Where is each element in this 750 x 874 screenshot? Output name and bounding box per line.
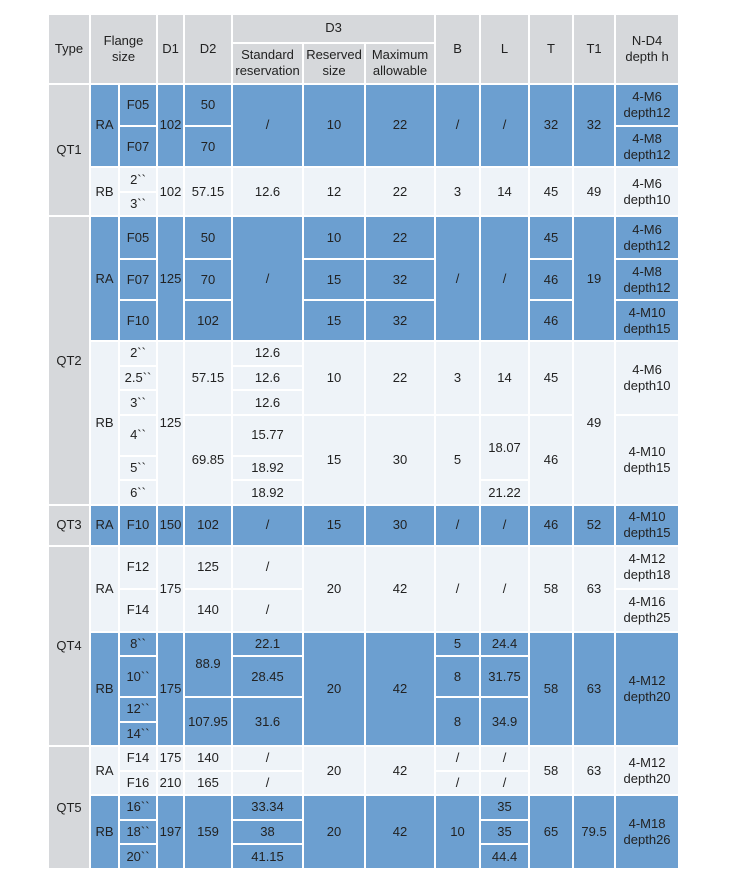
t1-cell: 63 xyxy=(573,546,615,632)
d3-reserved-cell: 15 xyxy=(303,505,365,546)
d2-cell: 69.85 xyxy=(184,415,232,505)
d3-maximum-cell: 22 xyxy=(365,84,435,168)
d3-reserved-cell: 15 xyxy=(303,300,365,341)
d3-standard-cell: 15.77 xyxy=(232,415,303,456)
flange-cell: 5`` xyxy=(119,456,157,481)
d1-cell: 197 xyxy=(157,795,184,869)
d3-maximum-cell: 42 xyxy=(365,546,435,632)
t-cell: 45 xyxy=(529,216,573,259)
d2-cell: 70 xyxy=(184,126,232,167)
flange-cell: F12 xyxy=(119,546,157,589)
d3-standard-cell: 18.92 xyxy=(232,456,303,481)
t1-cell: 63 xyxy=(573,746,615,795)
l-cell: 14 xyxy=(480,167,529,216)
variant-cell: RB xyxy=(90,341,119,505)
d3-standard-cell: 41.15 xyxy=(232,844,303,869)
d3-standard-cell: 31.6 xyxy=(232,697,303,746)
t-cell: 58 xyxy=(529,546,573,632)
flange-cell: F05 xyxy=(119,216,157,259)
d2-cell: 140 xyxy=(184,589,232,632)
d3-reserved-cell: 15 xyxy=(303,259,365,300)
flange-cell: F07 xyxy=(119,126,157,167)
flange-cell: 3`` xyxy=(119,192,157,217)
variant-cell: RA xyxy=(90,746,119,795)
nd4-cell: 4-M6 depth12 xyxy=(615,84,679,127)
d1-cell: 102 xyxy=(157,84,184,168)
d1-cell: 150 xyxy=(157,505,184,546)
d3-standard-cell: / xyxy=(232,216,303,341)
d3-maximum-cell: 42 xyxy=(365,795,435,869)
d1-cell: 175 xyxy=(157,632,184,747)
d1-cell: 175 xyxy=(157,546,184,632)
d3-reserved-cell: 10 xyxy=(303,216,365,259)
d3-standard-cell: / xyxy=(232,589,303,632)
d2-cell: 102 xyxy=(184,505,232,546)
l-cell: 35 xyxy=(480,795,529,820)
type-cell: QT1 xyxy=(48,84,90,217)
d2-cell: 102 xyxy=(184,300,232,341)
variant-cell: RB xyxy=(90,795,119,869)
flange-cell: 12`` xyxy=(119,697,157,722)
l-cell: / xyxy=(480,84,529,168)
d3-standard-cell: 12.6 xyxy=(232,167,303,216)
b-cell: / xyxy=(435,746,480,771)
d3-maximum-cell: 22 xyxy=(365,216,435,259)
type-cell: QT3 xyxy=(48,505,90,546)
header-type: Type xyxy=(48,14,90,84)
t-cell: 45 xyxy=(529,341,573,415)
d2-cell: 70 xyxy=(184,259,232,300)
d3-standard-cell: 28.45 xyxy=(232,656,303,697)
b-cell: / xyxy=(435,771,480,796)
d2-cell: 165 xyxy=(184,771,232,796)
d3-standard-cell: / xyxy=(232,505,303,546)
type-cell: QT4 xyxy=(48,546,90,746)
b-cell: 3 xyxy=(435,167,480,216)
d3-standard-cell: 12.6 xyxy=(232,390,303,415)
nd4-cell: 4-M12 depth20 xyxy=(615,632,679,747)
l-cell: 31.75 xyxy=(480,656,529,697)
nd4-cell: 4-M6 depth10 xyxy=(615,167,679,216)
variant-cell: RA xyxy=(90,216,119,341)
d1-cell: 102 xyxy=(157,167,184,216)
t-cell: 46 xyxy=(529,505,573,546)
t1-cell: 49 xyxy=(573,341,615,505)
d3-standard-cell: 12.6 xyxy=(232,341,303,366)
d1-cell: 210 xyxy=(157,771,184,796)
t-cell: 58 xyxy=(529,632,573,747)
d2-cell: 107.95 xyxy=(184,697,232,746)
d3-reserved-cell: 10 xyxy=(303,341,365,415)
header-nd4: N-D4 depth h xyxy=(615,14,679,84)
b-cell: / xyxy=(435,546,480,632)
nd4-cell: 4-M8 depth12 xyxy=(615,259,679,300)
l-cell: 24.4 xyxy=(480,632,529,657)
header-d2: D2 xyxy=(184,14,232,84)
d3-maximum-cell: 42 xyxy=(365,632,435,747)
l-cell: / xyxy=(480,746,529,771)
nd4-cell: 4-M6 depth12 xyxy=(615,216,679,259)
b-cell: / xyxy=(435,216,480,341)
flange-cell: F14 xyxy=(119,746,157,771)
flange-cell: 2`` xyxy=(119,167,157,192)
flange-cell: 16`` xyxy=(119,795,157,820)
d3-standard-cell: 22.1 xyxy=(232,632,303,657)
flange-cell: 2.5`` xyxy=(119,366,157,391)
d3-standard-cell: 12.6 xyxy=(232,366,303,391)
d2-cell: 50 xyxy=(184,216,232,259)
d2-cell: 140 xyxy=(184,746,232,771)
d3-standard-cell: / xyxy=(232,746,303,771)
flange-cell: F05 xyxy=(119,84,157,127)
d3-standard-cell: / xyxy=(232,84,303,168)
d3-standard-cell: / xyxy=(232,771,303,796)
t1-cell: 19 xyxy=(573,216,615,341)
flange-cell: 18`` xyxy=(119,820,157,845)
header-d3-standard: Standard reservation xyxy=(232,43,303,84)
t1-cell: 32 xyxy=(573,84,615,168)
d3-maximum-cell: 22 xyxy=(365,341,435,415)
d1-cell: 125 xyxy=(157,341,184,505)
type-cell: QT5 xyxy=(48,746,90,869)
t-cell: 46 xyxy=(529,259,573,300)
flange-cell: F14 xyxy=(119,589,157,632)
nd4-cell: 4-M10 depth15 xyxy=(615,415,679,505)
t1-cell: 63 xyxy=(573,632,615,747)
d3-maximum-cell: 30 xyxy=(365,505,435,546)
l-cell: 44.4 xyxy=(480,844,529,869)
flange-cell: F07 xyxy=(119,259,157,300)
d3-standard-cell: / xyxy=(232,546,303,589)
d1-cell: 125 xyxy=(157,216,184,341)
variant-cell: RB xyxy=(90,632,119,747)
l-cell: 35 xyxy=(480,820,529,845)
header-t: T xyxy=(529,14,573,84)
t1-cell: 79.5 xyxy=(573,795,615,869)
d3-standard-cell: 33.34 xyxy=(232,795,303,820)
variant-cell: RA xyxy=(90,505,119,546)
flange-cell: 3`` xyxy=(119,390,157,415)
d3-maximum-cell: 22 xyxy=(365,167,435,216)
b-cell: / xyxy=(435,84,480,168)
l-cell: / xyxy=(480,216,529,341)
d3-maximum-cell: 32 xyxy=(365,300,435,341)
d3-reserved-cell: 20 xyxy=(303,746,365,795)
t-cell: 46 xyxy=(529,300,573,341)
nd4-cell: 4-M12 depth20 xyxy=(615,746,679,795)
d3-reserved-cell: 20 xyxy=(303,546,365,632)
d3-reserved-cell: 20 xyxy=(303,795,365,869)
b-cell: / xyxy=(435,505,480,546)
b-cell: 3 xyxy=(435,341,480,415)
flange-cell: 6`` xyxy=(119,480,157,505)
d3-maximum-cell: 32 xyxy=(365,259,435,300)
flange-cell: F16 xyxy=(119,771,157,796)
header-l: L xyxy=(480,14,529,84)
header-d3-reserved: Reserved size xyxy=(303,43,365,84)
l-cell: 34.9 xyxy=(480,697,529,746)
t-cell: 65 xyxy=(529,795,573,869)
header-t1: T1 xyxy=(573,14,615,84)
flange-cell: F10 xyxy=(119,300,157,341)
flange-cell: 10`` xyxy=(119,656,157,697)
d2-cell: 88.9 xyxy=(184,632,232,697)
d3-maximum-cell: 30 xyxy=(365,415,435,505)
b-cell: 8 xyxy=(435,697,480,746)
l-cell: 14 xyxy=(480,341,529,415)
d2-cell: 57.15 xyxy=(184,341,232,415)
flange-cell: 8`` xyxy=(119,632,157,657)
variant-cell: RA xyxy=(90,546,119,632)
nd4-cell: 4-M6 depth10 xyxy=(615,341,679,415)
variant-cell: RA xyxy=(90,84,119,168)
t-cell: 32 xyxy=(529,84,573,168)
l-cell: 18.07 xyxy=(480,415,529,480)
flange-cell: 20`` xyxy=(119,844,157,869)
b-cell: 8 xyxy=(435,656,480,697)
t1-cell: 52 xyxy=(573,505,615,546)
d2-cell: 57.15 xyxy=(184,167,232,216)
t1-cell: 49 xyxy=(573,167,615,216)
b-cell: 5 xyxy=(435,415,480,505)
d3-reserved-cell: 15 xyxy=(303,415,365,505)
flange-cell: 4`` xyxy=(119,415,157,456)
nd4-cell: 4-M16 depth25 xyxy=(615,589,679,632)
t-cell: 46 xyxy=(529,415,573,505)
d2-cell: 125 xyxy=(184,546,232,589)
d3-reserved-cell: 20 xyxy=(303,632,365,747)
d2-cell: 50 xyxy=(184,84,232,127)
header-d1: D1 xyxy=(157,14,184,84)
l-cell: / xyxy=(480,505,529,546)
d2-cell: 159 xyxy=(184,795,232,869)
t-cell: 58 xyxy=(529,746,573,795)
b-cell: 10 xyxy=(435,795,480,869)
nd4-cell: 4-M10 depth15 xyxy=(615,505,679,546)
type-cell: QT2 xyxy=(48,216,90,504)
d3-maximum-cell: 42 xyxy=(365,746,435,795)
d3-reserved-cell: 12 xyxy=(303,167,365,216)
header-flange-size: Flange size xyxy=(90,14,157,84)
d3-reserved-cell: 10 xyxy=(303,84,365,168)
l-cell: / xyxy=(480,771,529,796)
header-d3-maximum: Maximum allowable xyxy=(365,43,435,84)
t-cell: 45 xyxy=(529,167,573,216)
header-d3: D3 xyxy=(232,14,435,43)
nd4-cell: 4-M10 depth15 xyxy=(615,300,679,341)
variant-cell: RB xyxy=(90,167,119,216)
b-cell: 5 xyxy=(435,632,480,657)
flange-cell: 14`` xyxy=(119,722,157,747)
nd4-cell: 4-M12 depth18 xyxy=(615,546,679,589)
d1-cell: 175 xyxy=(157,746,184,771)
flange-spec-table xyxy=(47,13,680,870)
d3-standard-cell: 18.92 xyxy=(232,480,303,505)
nd4-cell: 4-M8 depth12 xyxy=(615,126,679,167)
header-b: B xyxy=(435,14,480,84)
l-cell: 21.22 xyxy=(480,480,529,505)
flange-cell: 2`` xyxy=(119,341,157,366)
d3-standard-cell: 38 xyxy=(232,820,303,845)
l-cell: / xyxy=(480,546,529,632)
nd4-cell: 4-M18 depth26 xyxy=(615,795,679,869)
flange-cell: F10 xyxy=(119,505,157,546)
